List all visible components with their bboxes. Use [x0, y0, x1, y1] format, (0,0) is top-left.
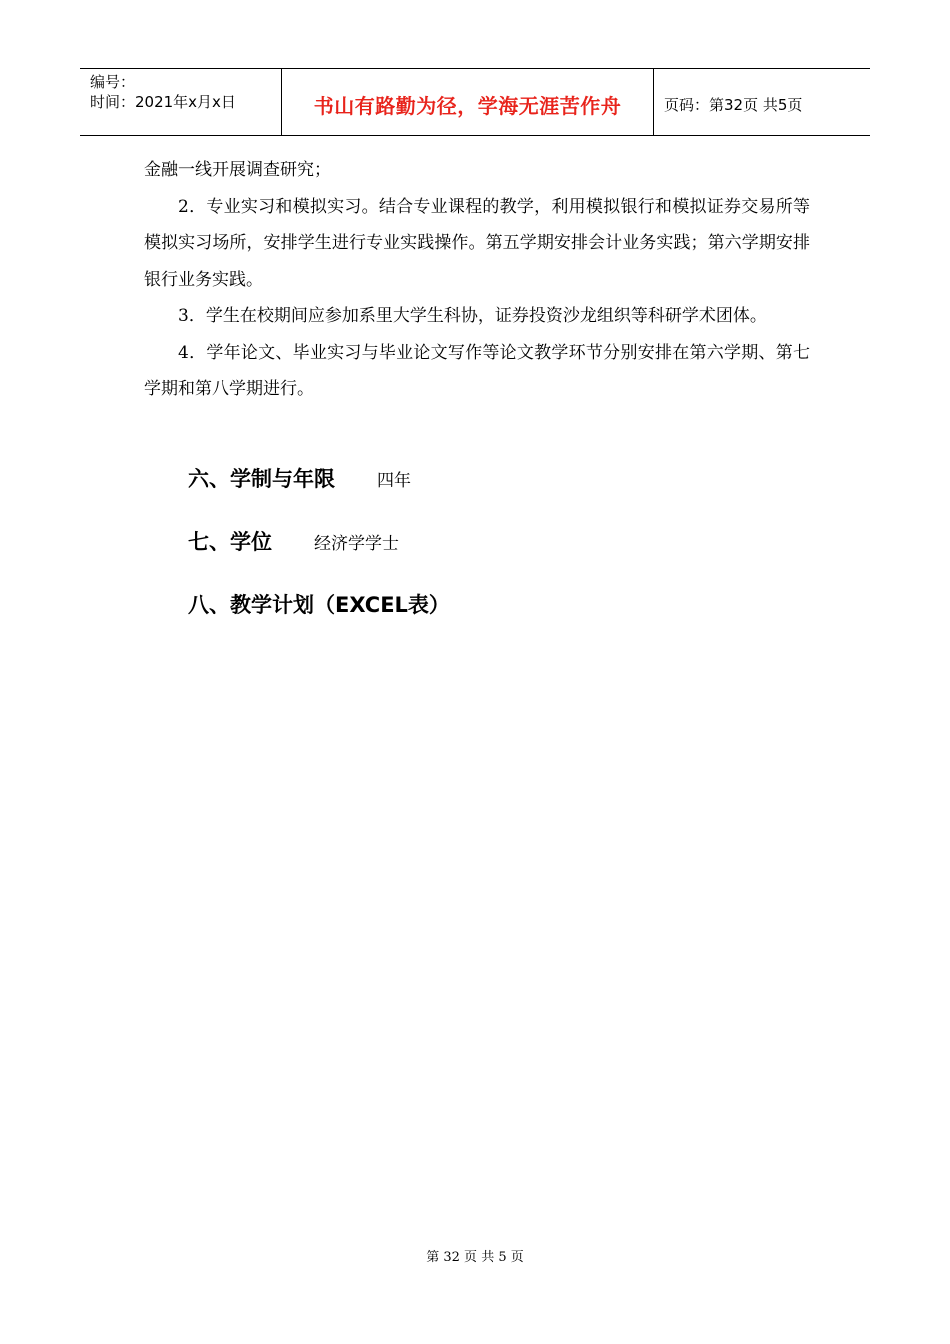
page-footer: 第 32 页 共 5 页: [426, 1250, 524, 1265]
section-duration-value: 四年: [377, 471, 411, 491]
section-degree-title: 七、学位: [188, 530, 272, 554]
header-meta-cell: [80, 69, 282, 135]
section-duration: [188, 463, 411, 493]
section-plan: [188, 589, 450, 619]
paragraph-continuation: 金融一线开展调查研究；: [144, 160, 331, 180]
paragraph-item-3: 3．学生在校期间应参加系里大学生科协，证券投资沙龙组织等科研学术团体。: [178, 306, 767, 326]
page-header: [80, 68, 870, 136]
paragraph-item-4: 4．学年论文、毕业实习与毕业论文写作等论文教学环节分别安排在第六学期、第七学期和第八学期进行。: [144, 342, 810, 399]
section-degree: [188, 526, 399, 556]
body-text: [144, 152, 810, 408]
header-motto: 书山有路勤为径，学海无涯苦作舟: [282, 69, 654, 135]
section-duration-title: 六、学制与年限: [188, 467, 335, 491]
header-page-label: 页码：第32页 共5页: [664, 95, 803, 114]
header-number-label: 编号：: [90, 73, 136, 91]
header-date-label: 时间：2021年x月x日: [90, 93, 236, 111]
section-degree-value: 经济学学士: [314, 534, 399, 554]
section-plan-title: 八、教学计划（EXCEL表）: [188, 593, 450, 617]
paragraph-item-2: 2．专业实习和模拟实习。结合专业课程的教学，利用模拟银行和模拟证券交易所等模拟实习场所，安排学生进行专业实践操作。第五学期安排会计业务实践；第六学期安排银行业务实践。: [144, 196, 810, 290]
